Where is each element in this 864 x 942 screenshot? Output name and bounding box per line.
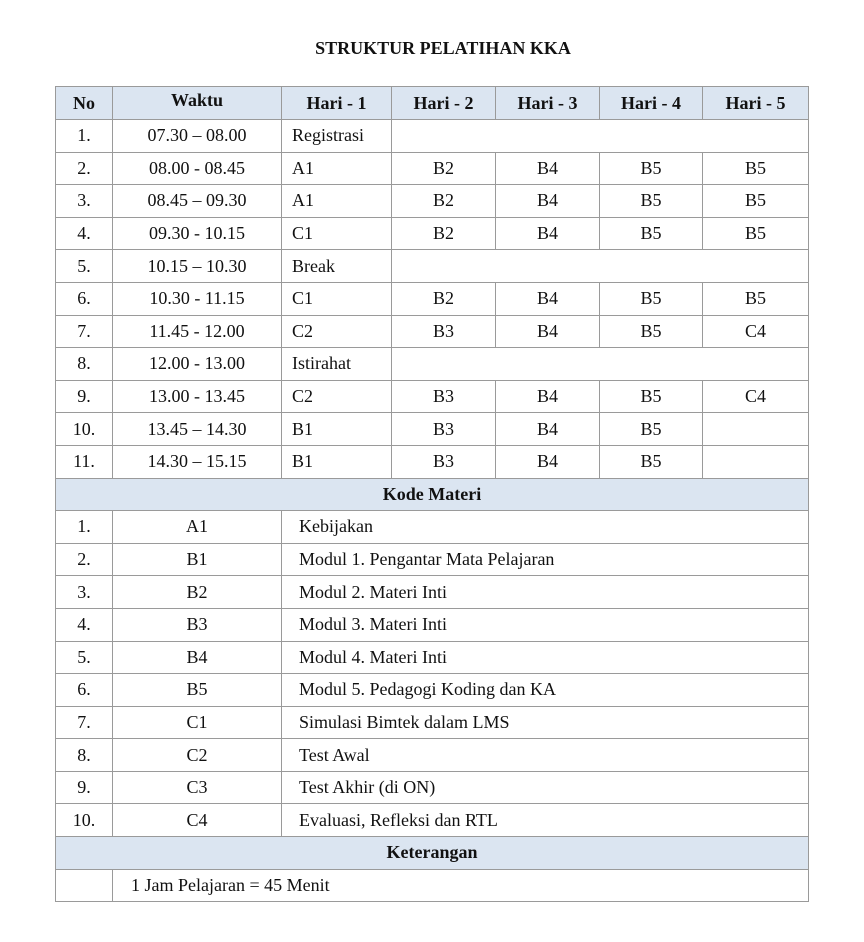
kode-materi-no: 5. [56,641,113,674]
schedule-day-2: B3 [392,413,496,446]
schedule-no: 7. [56,315,113,348]
schedule-day-2: B2 [392,282,496,315]
schedule-no: 1. [56,120,113,153]
schedule-day-2: B2 [392,217,496,250]
kode-materi-description: Modul 1. Pengantar Mata Pelajaran [282,543,809,576]
schedule-day-1: C2 [282,315,392,348]
schedule-row [56,217,809,250]
schedule-day-4: B5 [600,315,703,348]
schedule-no: 11. [56,445,113,478]
kode-materi-code: C4 [113,804,282,837]
kode-materi-code: B3 [113,608,282,641]
schedule-waktu: 10.15 – 10.30 [113,250,282,283]
col-header-waktu: Waktu [113,87,282,120]
schedule-day-4: B5 [600,445,703,478]
schedule-day-4: B5 [600,217,703,250]
schedule-day-5 [703,413,809,446]
kode-materi-no: 6. [56,674,113,707]
schedule-waktu: 09.30 - 10.15 [113,217,282,250]
schedule-span-blank [392,250,809,283]
schedule-day-2: B2 [392,152,496,185]
schedule-day-1: A1 [282,185,392,218]
schedule-no: 9. [56,380,113,413]
schedule-day-1: A1 [282,152,392,185]
schedule-day-1: B1 [282,445,392,478]
col-header-hari-1: Hari - 1 [282,87,392,120]
kode-materi-code: B1 [113,543,282,576]
keterangan-title: Keterangan [56,837,809,870]
kode-materi-title: Kode Materi [56,478,809,511]
schedule-waktu: 13.00 - 13.45 [113,380,282,413]
document-title: STRUKTUR PELATIHAN KKA [315,38,571,58]
schedule-day-3: B4 [496,152,600,185]
schedule-day-5 [703,445,809,478]
schedule-row [56,152,809,185]
schedule-row [56,315,809,348]
kode-materi-row [56,804,809,837]
schedule-day-3: B4 [496,217,600,250]
schedule-day-3: B4 [496,185,600,218]
schedule-day-3: B4 [496,315,600,348]
schedule-row [56,282,809,315]
schedule-row [56,250,809,283]
schedule-day-5: C4 [703,380,809,413]
kode-materi-description: Kebijakan [282,511,809,544]
schedule-row [56,445,809,478]
keterangan-empty-cell [56,869,113,902]
schedule-day-1: C1 [282,282,392,315]
schedule-day-2: B3 [392,445,496,478]
keterangan-row [56,869,809,902]
schedule-day-2: B3 [392,380,496,413]
schedule-day-3: B4 [496,445,600,478]
keterangan-body [56,837,809,902]
kode-materi-description: Test Akhir (di ON) [282,771,809,804]
kode-materi-description: Modul 4. Materi Inti [282,641,809,674]
schedule-span-blank [392,348,809,381]
kode-materi-no: 1. [56,511,113,544]
kode-materi-no: 8. [56,739,113,772]
kode-materi-row [56,641,809,674]
kode-materi-no: 4. [56,608,113,641]
schedule-no: 5. [56,250,113,283]
kode-materi-code: A1 [113,511,282,544]
schedule-row [56,380,809,413]
schedule-day-4: B5 [600,152,703,185]
schedule-waktu: 11.45 - 12.00 [113,315,282,348]
schedule-waktu: 07.30 – 08.00 [113,120,282,153]
kode-materi-code: C2 [113,739,282,772]
schedule-day-5: B5 [703,217,809,250]
keterangan-note: 1 Jam Pelajaran = 45 Menit [113,869,809,902]
schedule-day-4: B5 [600,185,703,218]
kode-materi-description: Modul 3. Materi Inti [282,608,809,641]
schedule-day-3: B4 [496,413,600,446]
kode-materi-code: C1 [113,706,282,739]
kode-materi-row [56,674,809,707]
kode-materi-code: B5 [113,674,282,707]
kode-materi-row [56,771,809,804]
col-header-no: No [56,87,113,120]
kode-materi-header-row [56,478,809,511]
col-header-hari-4: Hari - 4 [600,87,703,120]
schedule-row [56,348,809,381]
schedule-waktu: 10.30 - 11.15 [113,282,282,315]
kode-materi-row [56,739,809,772]
schedule-day-1: B1 [282,413,392,446]
schedule-header-row [56,87,809,120]
kode-materi-no: 10. [56,804,113,837]
schedule-day-5: B5 [703,185,809,218]
kode-materi-row [56,511,809,544]
kode-materi-body [56,478,809,837]
schedule-row [56,185,809,218]
schedule-no: 2. [56,152,113,185]
schedule-day-2: B2 [392,185,496,218]
kode-materi-row [56,706,809,739]
col-header-hari-2: Hari - 2 [392,87,496,120]
schedule-waktu: 12.00 - 13.00 [113,348,282,381]
schedule-day-3: B4 [496,282,600,315]
kode-materi-no: 7. [56,706,113,739]
schedule-span-activity: Registrasi [282,120,392,153]
schedule-day-1: C1 [282,217,392,250]
col-header-hari-5: Hari - 5 [703,87,809,120]
col-header-hari-3: Hari - 3 [496,87,600,120]
kode-materi-row [56,576,809,609]
schedule-day-4: B5 [600,380,703,413]
schedule-no: 8. [56,348,113,381]
training-structure-table [55,86,809,902]
schedule-waktu: 08.00 - 08.45 [113,152,282,185]
schedule-day-4: B5 [600,413,703,446]
kode-materi-no: 2. [56,543,113,576]
kode-materi-description: Evaluasi, Refleksi dan RTL [282,804,809,837]
keterangan-header-row [56,837,809,870]
schedule-span-blank [392,120,809,153]
schedule-body [56,120,809,479]
schedule-no: 4. [56,217,113,250]
schedule-day-3: B4 [496,380,600,413]
kode-materi-no: 9. [56,771,113,804]
kode-materi-code: B4 [113,641,282,674]
schedule-row [56,413,809,446]
schedule-row [56,120,809,153]
schedule-day-4: B5 [600,282,703,315]
schedule-span-activity: Break [282,250,392,283]
kode-materi-description: Simulasi Bimtek dalam LMS [282,706,809,739]
schedule-day-1: C2 [282,380,392,413]
kode-materi-row [56,608,809,641]
schedule-waktu: 13.45 – 14.30 [113,413,282,446]
schedule-day-2: B3 [392,315,496,348]
schedule-day-5: B5 [703,152,809,185]
kode-materi-description: Modul 5. Pedagogi Koding dan KA [282,674,809,707]
kode-materi-description: Test Awal [282,739,809,772]
schedule-span-activity: Istirahat [282,348,392,381]
schedule-day-5: C4 [703,315,809,348]
kode-materi-row [56,543,809,576]
schedule-no: 3. [56,185,113,218]
schedule-waktu: 08.45 – 09.30 [113,185,282,218]
kode-materi-no: 3. [56,576,113,609]
schedule-waktu: 14.30 – 15.15 [113,445,282,478]
kode-materi-code: B2 [113,576,282,609]
schedule-no: 10. [56,413,113,446]
schedule-no: 6. [56,282,113,315]
kode-materi-description: Modul 2. Materi Inti [282,576,809,609]
schedule-day-5: B5 [703,282,809,315]
kode-materi-code: C3 [113,771,282,804]
